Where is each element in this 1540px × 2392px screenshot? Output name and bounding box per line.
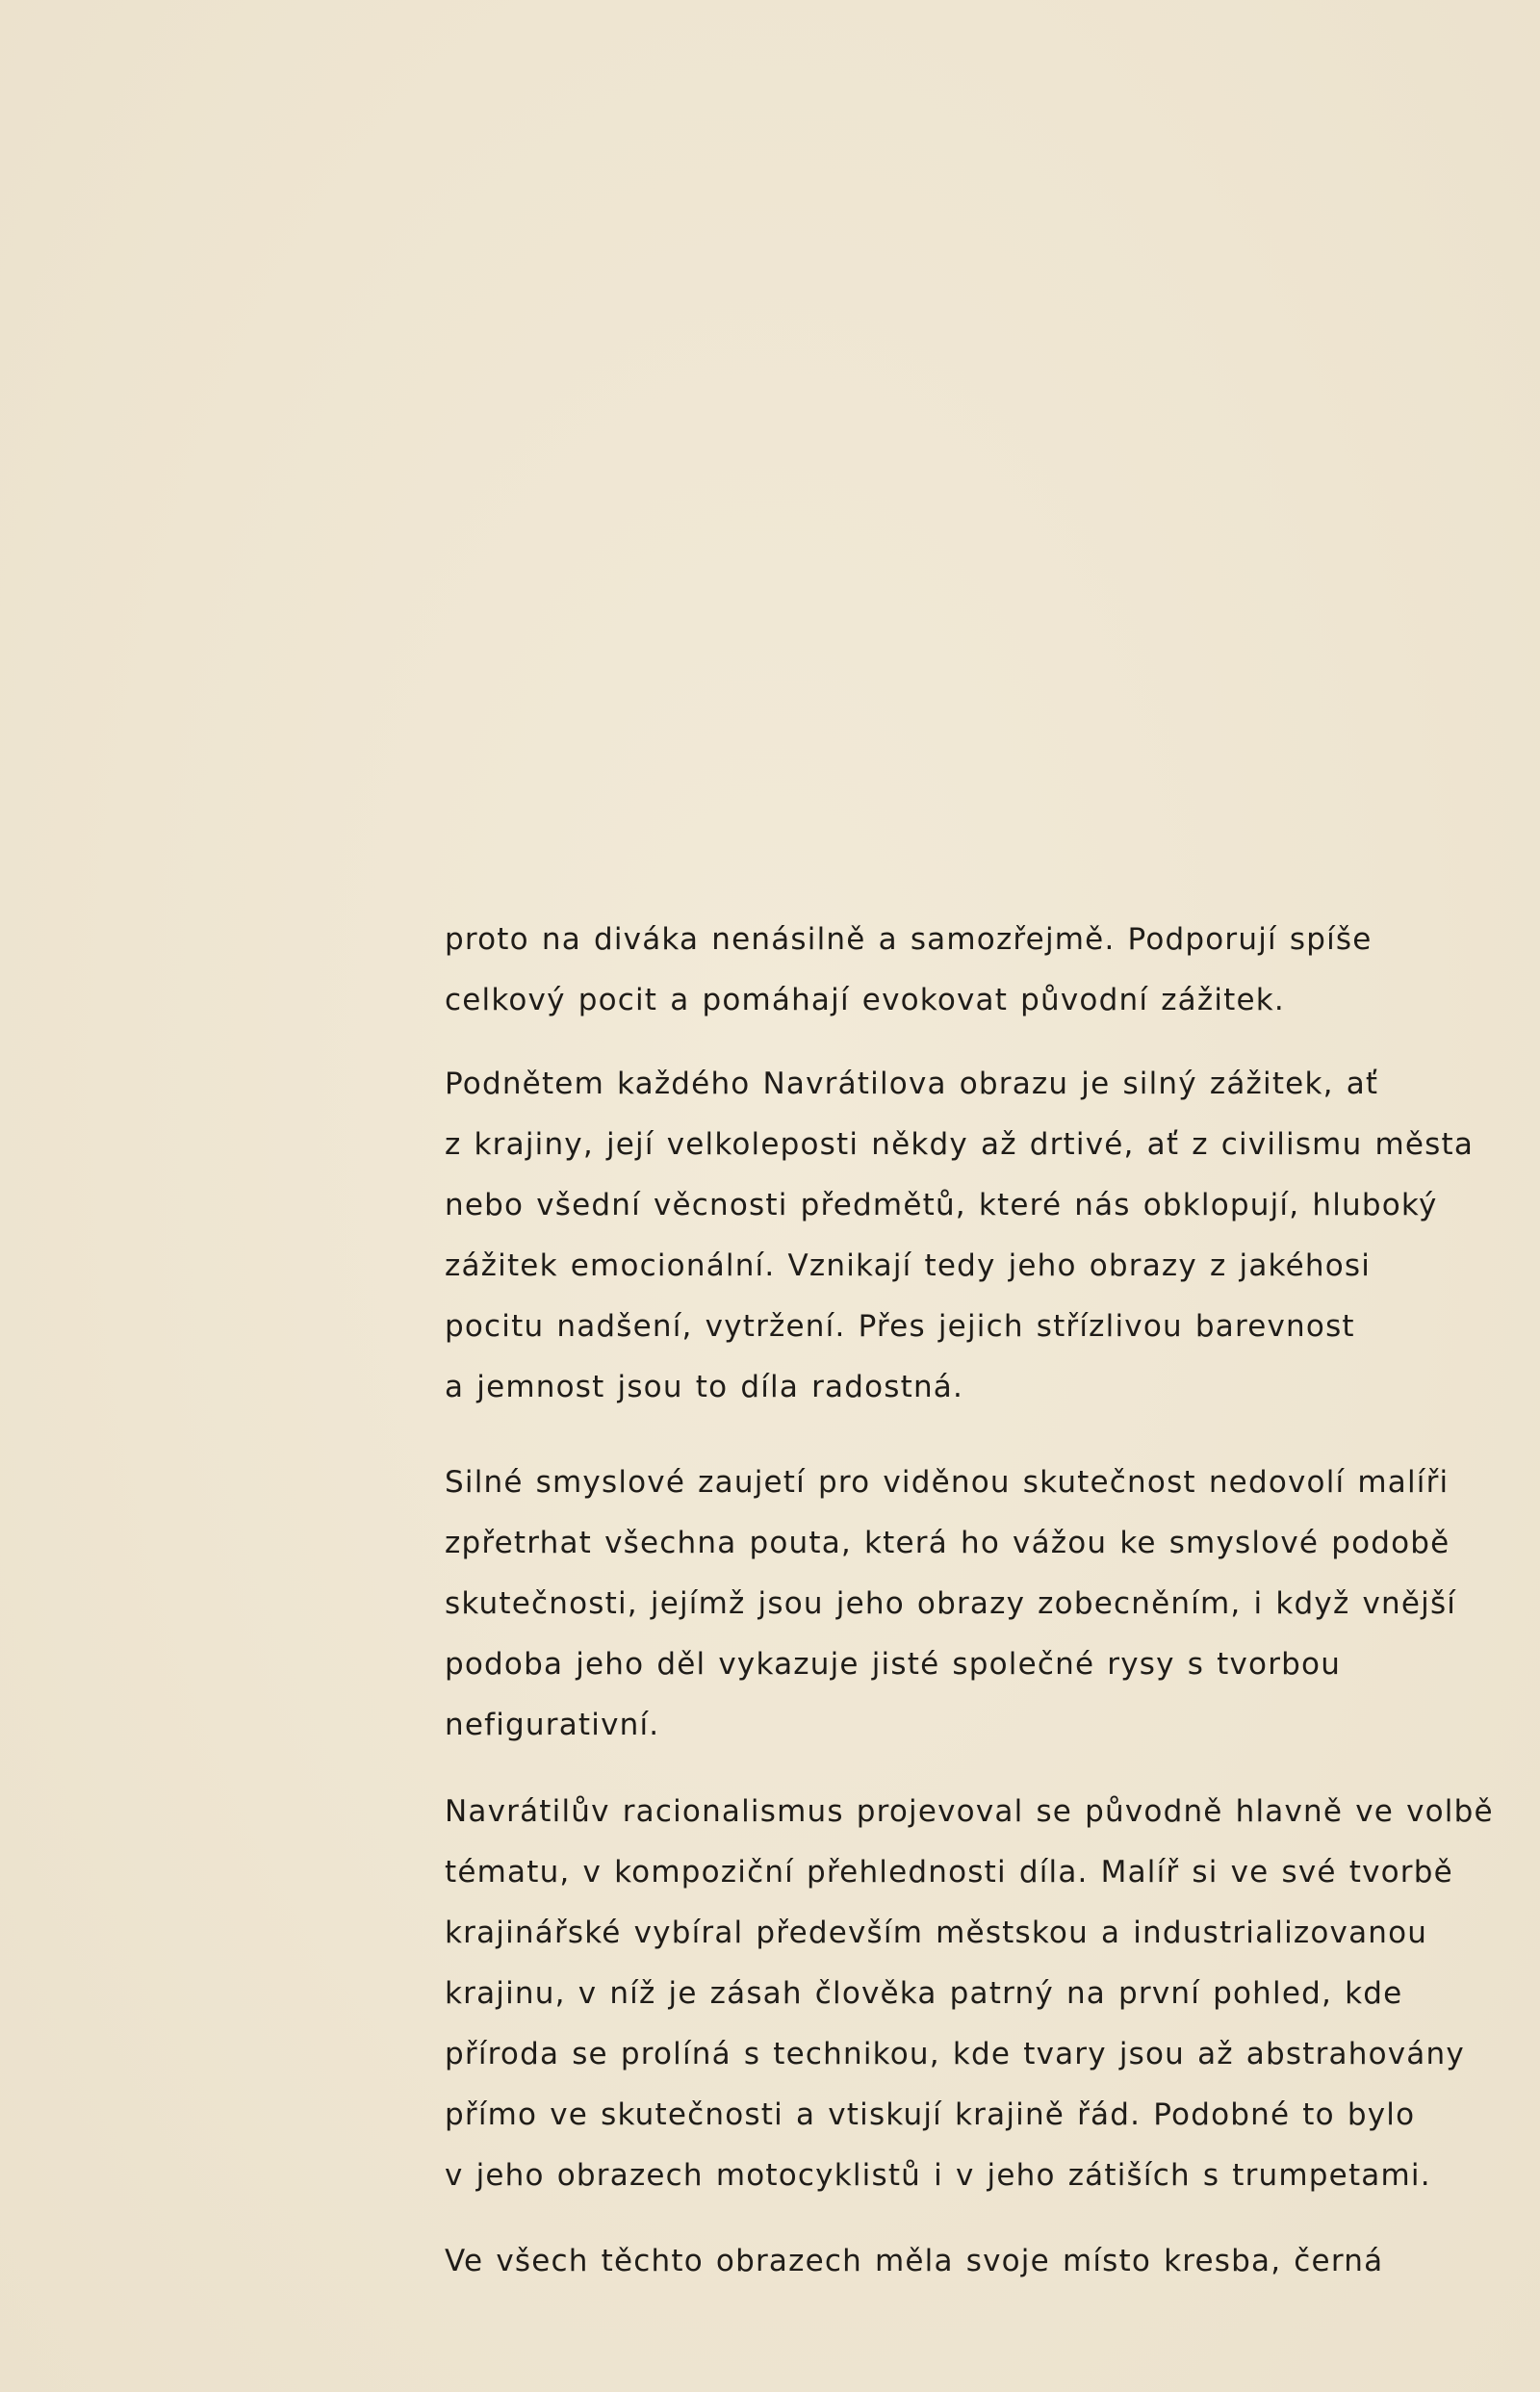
- text-line: přímo ve skutečnosti a vtiskují krajině řád. Podobné to bylo: [445, 2097, 1416, 2132]
- text-line: příroda se prolíná s technikou, kde tvary jsou až abstrahovány: [445, 2037, 1465, 2071]
- text-line: celkový pocit a pomáhají evokovat původní zážitek.: [445, 983, 1285, 1017]
- text-line: zážitek emocionální. Vznikají tedy jeho obrazy z jakéhosi: [445, 1248, 1372, 1283]
- paragraph-5: [445, 2231, 1383, 2292]
- text-line: krajinu, v níž je zásah člověka patrný na první pohled, kde: [445, 1976, 1403, 2011]
- text-line: pocitu nadšení, vytržení. Přes jejich střízlivou barevnost: [445, 1309, 1355, 1344]
- paragraph-2: [445, 1054, 1474, 1418]
- text-line: krajinářské vybíral především městskou a industrializovanou: [445, 1916, 1428, 1950]
- text-line: zpřetrhat všechna pouta, která ho vážou ke smyslové podobě: [445, 1526, 1450, 1560]
- text-line: podoba jeho děl vykazuje jisté společné rysy s tvorbou: [445, 1647, 1342, 1682]
- text-line: nebo všední věcnosti předmětů, které nás obklopují, hluboký: [445, 1188, 1438, 1222]
- text-line: tématu, v kompoziční přehlednosti díla. Malíř si ve své tvorbě: [445, 1855, 1453, 1890]
- text-line: Ve všech těchto obrazech měla svoje místo kresba, černá: [445, 2244, 1384, 2278]
- text-line: a jemnost jsou to díla radostná.: [445, 1370, 964, 1404]
- paragraph-3: [445, 1453, 1456, 1756]
- text-line: z krajiny, její velkoleposti někdy až drtivé, ať z civilismu města: [445, 1127, 1475, 1162]
- paragraph-4: [445, 1782, 1494, 2206]
- paragraph-1: [445, 910, 1373, 1031]
- text-line: proto na diváka nenásilně a samozřejmě. Podporují spíše: [445, 922, 1373, 957]
- text-line: v jeho obrazech motocyklistů i v jeho zátiších s trumpetami.: [445, 2158, 1431, 2193]
- text-line: skutečnosti, jejímž jsou jeho obrazy zobecněním, i když vnější: [445, 1586, 1457, 1621]
- text-line: Navrátilův racionalismus projevoval se původně hlavně ve volbě: [445, 1794, 1494, 1829]
- text-line: Silné smyslové zaujetí pro viděnou skutečnost nedovolí malíři: [445, 1465, 1450, 1500]
- text-line: Podnětem každého Navrátilova obrazu je silný zážitek, ať: [445, 1067, 1379, 1101]
- text-line: nefigurativní.: [445, 1708, 660, 1742]
